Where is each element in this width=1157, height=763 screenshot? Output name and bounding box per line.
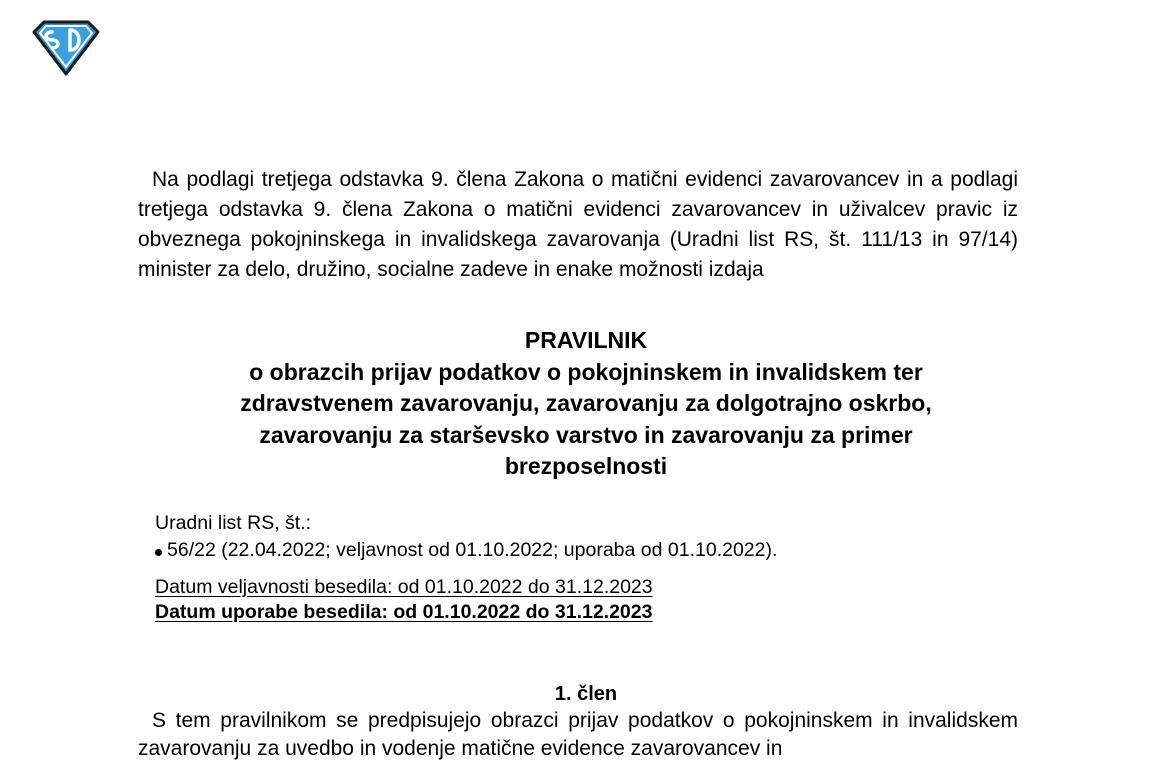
official-gazette-section — [155, 510, 1015, 564]
logo — [30, 18, 102, 78]
document-title-name: PRAVILNIK — [524, 327, 648, 353]
document-title — [138, 325, 1034, 483]
gazette-item[interactable]: 56/22 (22.04.2022; veljavnost od 01.10.2022; uporaba od 01.10.2022). — [155, 537, 1015, 564]
document-title-line: zdravstvenem zavarovanju, zavarovanju za dolgotrajno oskrbo, — [240, 390, 932, 416]
gazette-list — [155, 537, 1015, 564]
article-heading: 1. člen — [554, 683, 618, 705]
application-date: Datum uporabe besedila: od 01.10.2022 do 31.12.2023 — [155, 601, 653, 623]
text-dates — [155, 575, 1015, 625]
article-body: S tem pravilnikom se predpisujejo obrazci prijav podatkov o pokojninskem in invalidskem zavarovanju za uvedbo in vodenje matične evidence zavarovancev in — [138, 709, 1018, 760]
document-title-line: o obrazcih prijav podatkov o pokojninskem in invalidskem ter — [249, 358, 923, 385]
document-title-line: zavarovanju za starševsko varstvo in zavarovanju za primer — [259, 421, 913, 448]
gazette-label: Uradni list RS, št.: — [155, 512, 312, 534]
validity-date: Datum veljavnosti besedila: od 01.10.2022 do 31.12.2023 — [155, 576, 653, 598]
intro-paragraph: Na podlagi tretjega odstavka 9. člena Zakona o matični evidenci zavarovancev in a podlagi tretjega odstavka 9. člena Zakona o matični evidenci zavarovancev in uživalcev pravic iz obveznega pokojninskega in invalidskega zavarovanja (Uradni list RS, št. 111/13 in 97/14) minister za delo, družino, socialne zadeve in enake možnosti izdaja — [138, 168, 1018, 281]
diamond-logo-icon — [30, 18, 102, 78]
document-title-line: brezposelnosti — [504, 453, 668, 479]
